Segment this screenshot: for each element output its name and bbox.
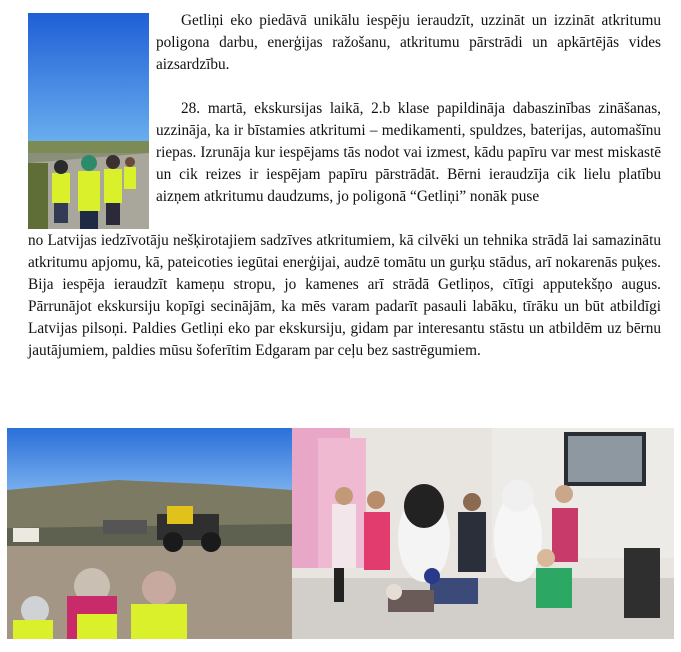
photo-group-with-mascots (292, 428, 674, 639)
photo-landfill-loader (7, 428, 292, 639)
intro-paragraph: Getliņi eko piedāvā unikālu iespēju ieraudzīt, uzzināt un izzināt atkritumu poligona darbu, enerģijas ražošanu, atkritumu pārstrādi un apkārtējās vides aizsardzību. (156, 12, 661, 73)
excursion-paragraph-start: 28. martā, ekskursijas laikā, 2.b klase papildināja dabaszinības zināšanas, uzzināja, ka ir bīstamies atkritumi – medikamenti, spuldzes, baterijas, automašīnu riepas. Izrunāja kur iespējams tās nodot vai izmest, kādu papīru var mest miskastē un cik reizes ir iespējam papīru pārstrādāt. Bērni ieraudzīja cik lielu platību aizņem atkritumu daudzums, jo poligonā “Getliņi” nonāk puse (156, 100, 661, 205)
photo-children-in-vests (28, 13, 149, 229)
excursion-paragraph-continuation: no Latvijas iedzīvotāju nešķirotajiem sadzīves atkritumiem, kā cilvēki un tehnika strādā lai samazinātu atkritumu apjomu, kā, pateicoties iegūtai enerģijai, audzē tomātu un gurķu stādus, arī nokarenās puķes. Bija iespēja ieraudzīt kameņu stropu, jo kamenes arī strādā Getliņos, cītīgi apputekšņo augus. Pārrunājot ekskursiju kopīgi secinājām, ka mēs varam padarīt pasauli labāku, tīrāku un būt atbildīgi Latvijas pilsoņi. Paldies Getliņi eko par ekskursiju, gidam par interesantu stāstu un atbildēm uz bērnu jautājumiem, paldies mūsu šoferītim Edgaram par ceļu bez sastrēgumiem. (28, 232, 661, 359)
